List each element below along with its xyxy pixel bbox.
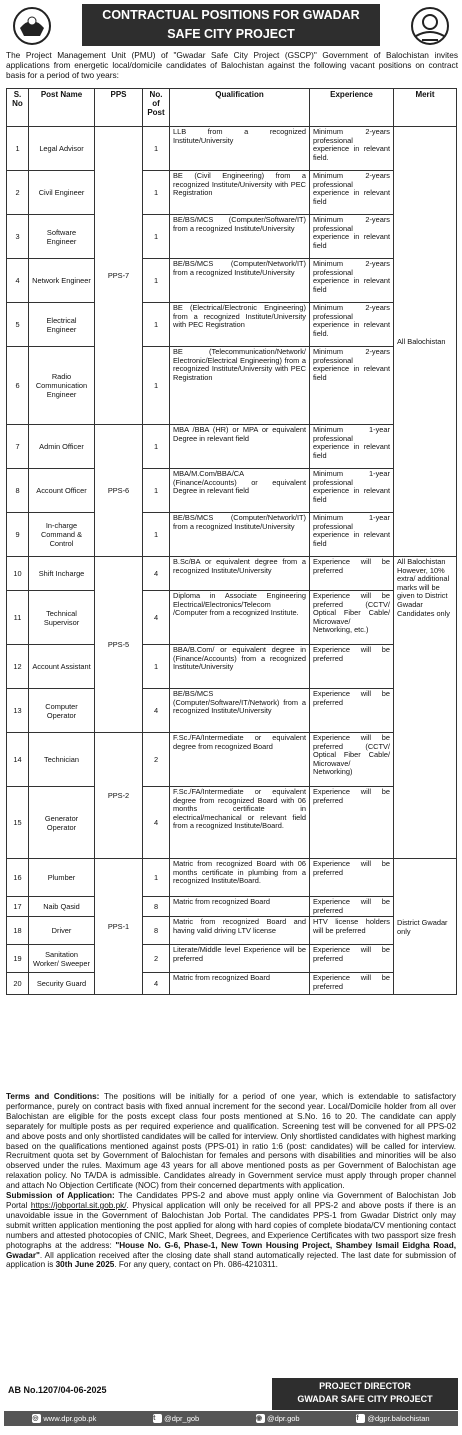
row-experience: Experience will be preferred: [310, 897, 394, 917]
row-experience: Minimum 2-years professional experience in relevant field.: [310, 127, 394, 171]
row-post: Technician: [29, 733, 95, 787]
row-num: 1: [143, 469, 170, 513]
director-project: GWADAR SAFE CITY PROJECT: [297, 1394, 433, 1404]
table-header-row: [7, 89, 457, 127]
instagram-text: @dpr.gob: [266, 1414, 300, 1423]
row-sno: 14: [7, 733, 29, 787]
instagram-icon: ◉: [256, 1414, 265, 1423]
table-row: [7, 347, 457, 425]
row-num: 8: [143, 917, 170, 945]
row-num: 4: [143, 591, 170, 645]
row-qualification: B.Sc/BA or equivalent degree from a recognized Institute/University: [170, 557, 310, 591]
row-post: Generator Operator: [29, 787, 95, 859]
ad-number: AB No.1207/04-06-2025: [8, 1385, 107, 1395]
director-title: PROJECT DIRECTOR: [319, 1381, 411, 1391]
row-qualification: BBA/B.Com/ or equivalent degree in (Finance/Accounts) from a recognized Institute/University: [170, 645, 310, 689]
row-experience: HTV license holders will be preferred: [310, 917, 394, 945]
intro-paragraph: The Project Management Unit (PMU) of "Gwadar Safe City Project (GSCP)" Government of Balochistan invites applications from energetic local/domicile candidates of Balochistan against the following vacant positions on contract basis for a period of two years:: [6, 50, 458, 80]
table-row: [7, 127, 457, 171]
row-sno: 17: [7, 897, 29, 917]
row-num: 1: [143, 171, 170, 215]
job-portal-link[interactable]: https://jobportal.sit.gob.pk/: [30, 1200, 127, 1210]
submission-part2: . Physical application will only be received for all PPS-2 and above posts if there is an unavoidable issue in the Government of Balochistan Job Portal. The candidates PPS-1 from Gwadar District only may submit written application mentioning the post applied for along with hard copies of complete biodata/CV mentioning contact numbers and attested photocopies of CNIC, Mark Sheet, Degrees, and Experience Certificates with two passport size fresh photographs at the address:: [6, 1200, 456, 1250]
row-post: Shift Incharge: [29, 557, 95, 591]
row-num: 8: [143, 897, 170, 917]
row-num: 1: [143, 259, 170, 303]
table-row: [7, 859, 457, 897]
row-num: 2: [143, 733, 170, 787]
row-qualification: MBA/M.Com/BBA/CA (Finance/Accounts) or equivalent Degree in relevant field: [170, 469, 310, 513]
row-experience: Minimum 2-years professional experience in relevant field: [310, 347, 394, 425]
table-row: [7, 787, 457, 859]
row-experience: Minimum 1-year professional experience in relevant field: [310, 425, 394, 469]
row-sno: 5: [7, 303, 29, 347]
row-sno: 15: [7, 787, 29, 859]
row-post: Legal Advisor: [29, 127, 95, 171]
project-director-box: [272, 1378, 458, 1410]
table-row: [7, 259, 457, 303]
row-qualification: BE/BS/MCS (Computer/Software/IT) from a recognized Institute/University: [170, 215, 310, 259]
header-pps: PPS: [95, 89, 143, 127]
row-post: Account Officer: [29, 469, 95, 513]
table-row: [7, 215, 457, 259]
website-item[interactable]: [32, 1414, 96, 1423]
row-qualification: Matric from recognized Board: [170, 973, 310, 995]
row-num: 1: [143, 645, 170, 689]
row-sno: 18: [7, 917, 29, 945]
row-qualification: Literate/Middle level Experience will be preferred: [170, 945, 310, 973]
row-num: 4: [143, 973, 170, 995]
row-post: Naib Qasid: [29, 897, 95, 917]
table-row: [7, 469, 457, 513]
row-sno: 8: [7, 469, 29, 513]
terms-body: The positions will be initially for a period of one year, which is extendable to satisfactory performance, purely on contract basis with fixed annual increment for the second year. Local/Domicile holder from all over Balochistan are eligible for the posts except class four posts mentioned at S.No. 16 to 20. The candidate can apply separately for multiple posts as per required experience and qualification. Screening test will be convened for all PPS-02 and above posts and only shortlisted candidates will be called for interview. Only shortlisted candidates with highest marking based on the qualifications mentioned against posts (PPS-01) in ratio 1:6 (post: candidates) will be called for interview. Recruitment quota set by Government of Balochistan for females and persons with disabilities and minorities will be also observed under the rules. Maximum age 43 years for all above mentioned posts as per Government of Balochistan age relaxation policy. No TA/DA is admissible. Candidates already in Government service must apply through proper channel and attach No Objection Certificate (NOC) from their concerned departments with application.: [6, 1092, 456, 1191]
row-post: Security Guard: [29, 973, 95, 995]
pps-cell: PPS-1: [95, 859, 143, 995]
row-qualification: Matric from recognized Board with 06 months certificate in plumbing from a recognized Institute/Board.: [170, 859, 310, 897]
table-row: [7, 425, 457, 469]
balochistan-emblem-icon: [12, 6, 52, 46]
header: [4, 2, 458, 48]
header-sno: S. No: [7, 89, 29, 127]
table-row: [7, 945, 457, 973]
row-post: Electrical Engineer: [29, 303, 95, 347]
facebook-icon: f: [356, 1414, 365, 1423]
row-sno: 11: [7, 591, 29, 645]
row-num: 4: [143, 557, 170, 591]
submission-part1: The Candidates PPS-2 and above must apply online via Government of Balochistan Job Portal: [6, 1191, 456, 1210]
row-qualification: Diploma in Associate Engineering Electrical/Electronics/Telecom /Computer from a recognized Institute.: [170, 591, 310, 645]
row-post: In-charge Command & Control: [29, 513, 95, 557]
table-row: [7, 733, 457, 787]
row-experience: Minimum 2-years professional experience in relevant field: [310, 215, 394, 259]
submission-part4: . For any query, contact on Ph. 086-4210311.: [114, 1260, 278, 1270]
table-row: [7, 689, 457, 733]
row-post: Plumber: [29, 859, 95, 897]
safe-city-logo-icon: [410, 6, 450, 46]
row-sno: 2: [7, 171, 29, 215]
row-qualification: BE/BS/MCS (Computer/Software/IT/Network) from a recognized Institute/University: [170, 689, 310, 733]
table-row: [7, 645, 457, 689]
merit-cell: District Gwadar only: [394, 859, 457, 995]
row-experience: Experience will be preferred: [310, 973, 394, 995]
row-post: Sanitation Worker/ Sweeper: [29, 945, 95, 973]
twitter-icon: t: [153, 1414, 162, 1423]
row-post: Admin Officer: [29, 425, 95, 469]
row-num: 2: [143, 945, 170, 973]
row-num: 1: [143, 347, 170, 425]
merit-cell: All Balochistan: [394, 127, 457, 557]
row-experience: Experience will be preferred: [310, 645, 394, 689]
row-post: Driver: [29, 917, 95, 945]
notice-title: [82, 4, 380, 46]
row-qualification: LLB from a recognized Institute/University: [170, 127, 310, 171]
row-post: Account Assistant: [29, 645, 95, 689]
row-experience: Minimum 1-year professional experience in relevant field: [310, 469, 394, 513]
globe-icon: ◎: [32, 1414, 41, 1423]
row-post: Technical Supervisor: [29, 591, 95, 645]
row-experience: Experience will be preferred: [310, 689, 394, 733]
row-num: 4: [143, 787, 170, 859]
row-post: Radio Communication Engineer: [29, 347, 95, 425]
row-qualification: BE/BS/MCS (Computer/Network/IT) from a recognized Institute/University: [170, 513, 310, 557]
row-post: Civil Engineer: [29, 171, 95, 215]
pps-cell: PPS-2: [95, 733, 143, 859]
submission-part3: . All application received after the closing date shall stand automatically rejected. The last date for submission of application is: [6, 1250, 456, 1270]
row-experience: Experience will be preferred: [310, 787, 394, 859]
title-line-2: SAFE CITY PROJECT: [167, 27, 295, 41]
submission-heading: Submission of Application:: [6, 1191, 115, 1201]
table-row: [7, 303, 457, 347]
row-post: Software Engineer: [29, 215, 95, 259]
header-post-name: Post Name: [29, 89, 95, 127]
row-qualification: BE (Telecommunication/Network/ Electronic/Electrical Engineering) from a recognized Institute/University with PEC Registration: [170, 347, 310, 425]
row-sno: 10: [7, 557, 29, 591]
row-sno: 3: [7, 215, 29, 259]
table-row: [7, 513, 457, 557]
row-sno: 7: [7, 425, 29, 469]
table-row: [7, 591, 457, 645]
pps-cell: PPS-6: [95, 425, 143, 557]
row-num: 1: [143, 215, 170, 259]
social-footer: [4, 1411, 458, 1426]
twitter-item[interactable]: [153, 1414, 199, 1423]
facebook-text: @dgpr.balochistan: [367, 1414, 430, 1423]
positions-table: [6, 88, 457, 995]
header-merit: Merit: [394, 89, 457, 127]
row-qualification: MBA /BBA (HR) or MPA or equivalent Degree in relevant field: [170, 425, 310, 469]
row-experience: Experience will be preferred: [310, 557, 394, 591]
row-num: 1: [143, 127, 170, 171]
row-sno: 19: [7, 945, 29, 973]
instagram-item[interactable]: [256, 1414, 300, 1423]
row-num: 1: [143, 859, 170, 897]
twitter-text: @dpr_gob: [164, 1414, 200, 1423]
row-sno: 9: [7, 513, 29, 557]
row-experience: Experience will be preferred (CCTV/ Optical Fiber Cable/ Microwave/ Networking): [310, 733, 394, 787]
row-qualification: BE (Electrical/Electronic Engineering) from a recognized Institute/University with PEC Registration: [170, 303, 310, 347]
row-qualification: F.Sc./FA/Intermediate or equivalent degree from recognized Board: [170, 733, 310, 787]
row-qualification: F.Sc./FA/Intermediate or equivalent degree from recognized Board with 06 months certificate in electrical/mechanical or relevant field from a recognized Institute/Board.: [170, 787, 310, 859]
row-experience: Minimum 2-years professional experience in relevant field.: [310, 303, 394, 347]
row-experience: Minimum 2-years professional experience in relevant field: [310, 171, 394, 215]
header-experience: Experience: [310, 89, 394, 127]
submission-paragraph: [6, 1191, 456, 1270]
row-qualification: BE/BS/MCS (Computer/Network/IT) from a recognized Institute/University: [170, 259, 310, 303]
row-num: 1: [143, 425, 170, 469]
terms-paragraph: [6, 1092, 456, 1191]
row-num: 1: [143, 303, 170, 347]
row-experience: Experience will be preferred: [310, 945, 394, 973]
header-no-of-post: No. of Post: [143, 89, 170, 127]
header-qualification: Qualification: [170, 89, 310, 127]
row-experience: Minimum 1-year professional experience in relevant field: [310, 513, 394, 557]
row-qualification: Matric from recognized Board: [170, 897, 310, 917]
row-sno: 16: [7, 859, 29, 897]
row-qualification: Matric from recognized Board and having valid driving LTV license: [170, 917, 310, 945]
terms-heading: Terms and Conditions:: [6, 1092, 100, 1101]
table-row: [7, 973, 457, 995]
submission-last-date: 30th June 2025: [55, 1260, 115, 1270]
row-post: Network Engineer: [29, 259, 95, 303]
table-row: [7, 557, 457, 591]
table-row: [7, 917, 457, 945]
row-qualification: BE (Civil Engineering) from a recognized Institute/University with PEC Registration: [170, 171, 310, 215]
row-num: 1: [143, 513, 170, 557]
terms-section: [6, 1092, 456, 1270]
row-sno: 6: [7, 347, 29, 425]
row-sno: 1: [7, 127, 29, 171]
row-sno: 12: [7, 645, 29, 689]
pps-cell: PPS-5: [95, 557, 143, 733]
merit-cell: All Balochistan However, 10% extra/ additional marks will be given to District Gwadar Candidates only: [394, 557, 457, 859]
row-sno: 20: [7, 973, 29, 995]
title-line-1: CONTRACTUAL POSITIONS FOR GWADAR: [102, 8, 360, 22]
facebook-item[interactable]: [356, 1414, 429, 1423]
table-row: [7, 897, 457, 917]
pps-cell: PPS-7: [95, 127, 143, 425]
row-experience: Experience will be preferred (CCTV/ Optical Fiber Cable/ Microwave/ Networking, etc.): [310, 591, 394, 645]
submission-address: "House No. G-6, Phase-1, New Town Housing Project, Shambey Ismail Eidgha Road, Gwadar": [6, 1240, 456, 1260]
row-sno: 13: [7, 689, 29, 733]
row-sno: 4: [7, 259, 29, 303]
table-row: [7, 171, 457, 215]
row-experience: Experience will be preferred: [310, 859, 394, 897]
row-post: Computer Operator: [29, 689, 95, 733]
row-experience: Minimum 2-years professional experience in relevant field: [310, 259, 394, 303]
website-text: www.dpr.gob.pk: [43, 1414, 97, 1423]
row-num: 4: [143, 689, 170, 733]
